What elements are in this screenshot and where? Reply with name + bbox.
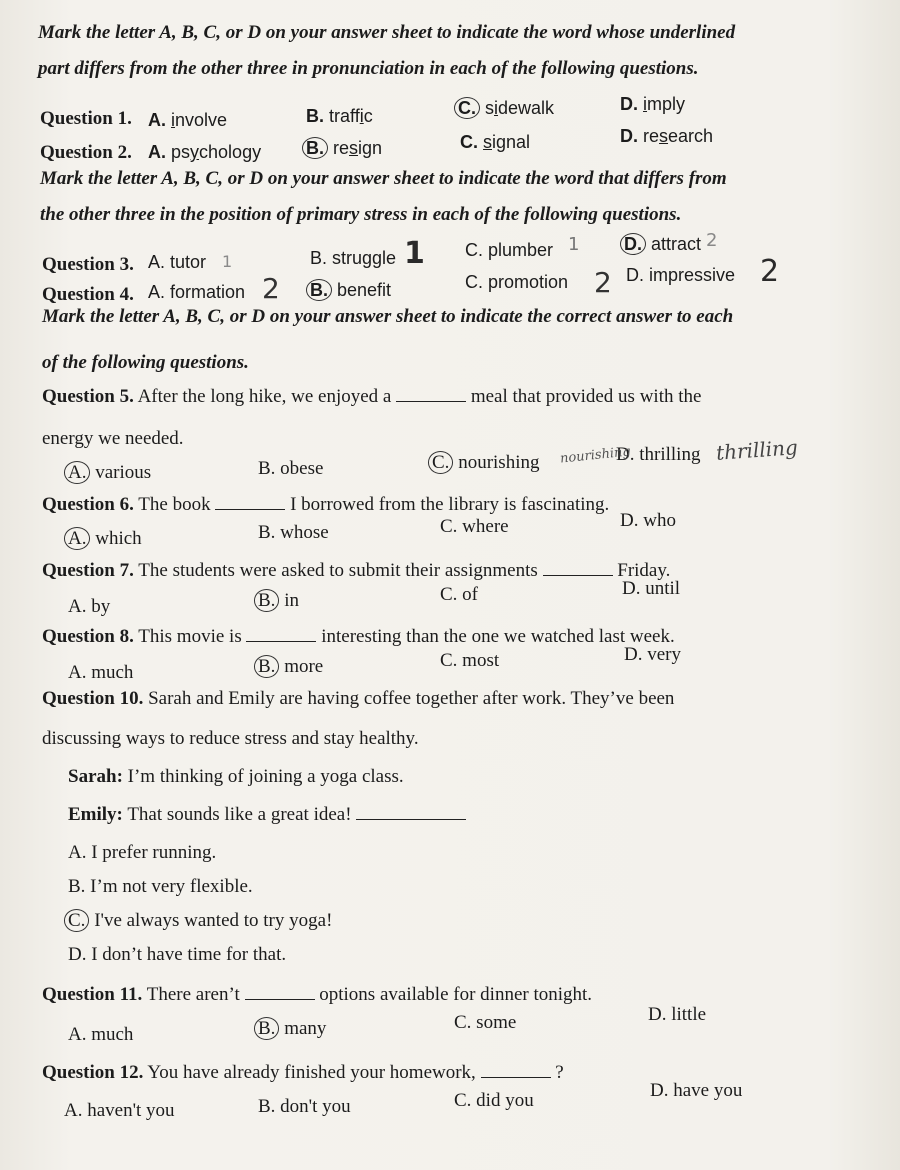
q5-handwritten-note: nourishing [559,444,632,467]
q10-option-a[interactable]: A. I prefer running. [68,842,217,863]
question-10-label: Question 10. [42,688,144,709]
q12-answer-blank[interactable] [481,1063,551,1078]
q8-option-b[interactable]: B. more [258,656,323,678]
question-3 [42,254,134,276]
instruction-stress-line1: Mark the letter A, B, C, or D on your answer sheet to indicate the word that differs from [40,168,727,189]
q11-option-a[interactable]: A. much [68,1024,134,1045]
question-6: Question 6. The book I borrowed from the library is fascinating. [42,494,610,515]
q1-option-c-circle: C. [454,97,480,119]
question-12-label: Question 12. [42,1062,144,1083]
question-3-label: Question 3. [42,254,134,275]
q3-d-pencil-mark: 2 [706,230,718,251]
instruction-correct-line2: of the following questions. [42,352,249,373]
q8-option-d[interactable]: D. very [624,644,681,665]
q3-option-b[interactable]: B. struggle [310,248,397,268]
q3-option-d-circle: D. [620,233,646,255]
q11-option-d[interactable]: D. little [648,1004,707,1025]
q1-option-b[interactable]: B. traffic [306,106,373,126]
question-8-label: Question 8. [42,626,134,647]
dialogue-sarah: Sarah: I’m thinking of joining a yoga class. [68,766,404,787]
question-11-label: Question 11. [42,984,143,1005]
q11-option-b[interactable]: B. many [258,1018,326,1040]
emily-name: Emily: [68,804,123,825]
q10-answer-blank[interactable] [356,805,466,820]
q11-answer-blank[interactable] [245,985,315,1000]
q6-answer-blank[interactable] [215,495,285,510]
q6-option-a-circle: A. [64,527,90,550]
sarah-name: Sarah: [68,766,123,787]
question-7: Question 7. The students were asked to submit their assignments Friday. [42,560,671,581]
q12-option-d[interactable]: D. have you [650,1080,743,1101]
q2-option-c[interactable]: C. signal [460,132,531,152]
q6-option-b[interactable]: B. whose [258,522,329,543]
q3-c-pencil-mark: 1 [568,234,580,255]
q4-option-b[interactable]: B. benefit [310,280,391,301]
q2-option-a[interactable]: A. psychology [148,142,262,162]
question-4 [42,284,134,306]
question-10-line2: discussing ways to reduce stress and stay healthy. [42,728,419,749]
q3-option-a[interactable]: A. tutor [148,252,207,272]
q4-c-pencil-mark: 2 [594,266,612,299]
q7-option-b[interactable]: B. in [258,590,299,612]
q11-option-c[interactable]: C. some [454,1012,517,1033]
q7-answer-blank[interactable] [543,561,613,576]
question-5-line1: Question 5. After the long hike, we enjoyed a meal that provided us with the [42,386,702,407]
q1-option-c[interactable]: C. sidewalk [458,98,554,119]
q2-option-d[interactable]: D. research [620,126,714,146]
instruction-correct-line1: Mark the letter A, B, C, or D on your answer sheet to indicate the correct answer to each [42,306,734,327]
q5-option-b[interactable]: B. obese [258,458,324,479]
q4-d-pencil-mark: 2 [760,254,780,289]
question-11: Question 11. There aren’t options available for dinner tonight. [42,984,593,1005]
q7-option-d[interactable]: D. until [622,578,681,599]
q5-answer-blank[interactable] [396,387,466,402]
q10-option-d[interactable]: D. I don’t have time for that. [68,944,287,965]
dialogue-emily: Emily: That sounds like a great idea! [68,804,466,826]
q4-option-b-circle: B. [306,279,332,301]
q1-option-d[interactable]: D. imply [620,94,686,114]
q12-option-a[interactable]: A. haven't you [64,1100,175,1121]
instruction-pronunciation-line2: part differs from the other three in pronunciation in each of the following questions. [38,58,699,79]
q4-option-a[interactable]: A. formation [148,282,246,302]
q10-option-b[interactable]: B. I’m not very flexible. [68,876,253,897]
q7-option-a[interactable]: A. by [68,596,111,617]
q8-option-b-circle: B. [254,655,279,678]
question-1-label: Question 1. [40,108,132,129]
question-10-line1: Question 10. Sarah and Emily are having coffee together after work. They’ve been [42,688,675,709]
question-12: Question 12. You have already finished your homework, ? [42,1062,564,1083]
q5-option-c[interactable]: C. nourishing [432,452,539,474]
q7-option-c[interactable]: C. of [440,584,478,605]
q6-option-a[interactable]: A. which [68,528,142,550]
q5-option-c-circle: C. [428,451,453,474]
q7-option-b-circle: B. [254,589,279,612]
q10-option-c[interactable]: C. I've always wanted to try yoga! [68,910,332,932]
q8-option-c[interactable]: C. most [440,650,500,671]
q6-option-c[interactable]: C. where [440,516,509,537]
question-2-label: Question 2. [40,142,132,163]
q12-option-c[interactable]: C. did you [454,1090,534,1111]
q4-a-pencil-mark: 2 [262,272,280,305]
q3-a-pencil-mark: 1 [222,252,233,271]
q5-handwritten-extra: thrilling [715,435,799,465]
q4-option-c[interactable]: C. promotion [465,272,569,292]
q10-option-c-circle: C. [64,909,89,932]
q1-option-a[interactable]: A. involve [148,110,228,130]
q12-option-b[interactable]: B. don't you [258,1096,351,1117]
q3-option-c[interactable]: C. plumber [465,240,554,260]
q11-option-b-circle: B. [254,1017,279,1040]
question-2 [40,142,132,164]
q2-option-b[interactable]: B. resign [306,138,382,159]
question-5-line2: energy we needed. [42,428,184,449]
q8-option-a[interactable]: A. much [68,662,134,683]
q3-option-d[interactable]: D. attract [624,234,701,255]
q4-option-d[interactable]: D. impressive [626,265,736,285]
instruction-pronunciation-line1: Mark the letter A, B, C, or D on your answer sheet to indicate the word whose underlined [38,22,736,43]
q5-option-a-circle: A. [64,461,90,484]
q5-option-d[interactable]: D. thrilling [616,444,701,465]
q5-option-a[interactable]: A. various [68,462,151,484]
q2-option-b-circle: B. [302,137,328,159]
q3-b-pencil-mark: 1 [404,236,425,271]
question-6-label: Question 6. [42,494,134,515]
q6-option-d[interactable]: D. who [620,510,676,531]
instruction-stress-line2: the other three in the position of primary stress in each of the following questions. [40,204,682,225]
question-4-label: Question 4. [42,284,134,305]
question-8: Question 8. This movie is interesting than the one we watched last week. [42,626,675,647]
question-5-label: Question 5. [42,386,134,407]
question-7-label: Question 7. [42,560,134,581]
q8-answer-blank[interactable] [246,627,316,642]
question-1 [40,108,132,130]
